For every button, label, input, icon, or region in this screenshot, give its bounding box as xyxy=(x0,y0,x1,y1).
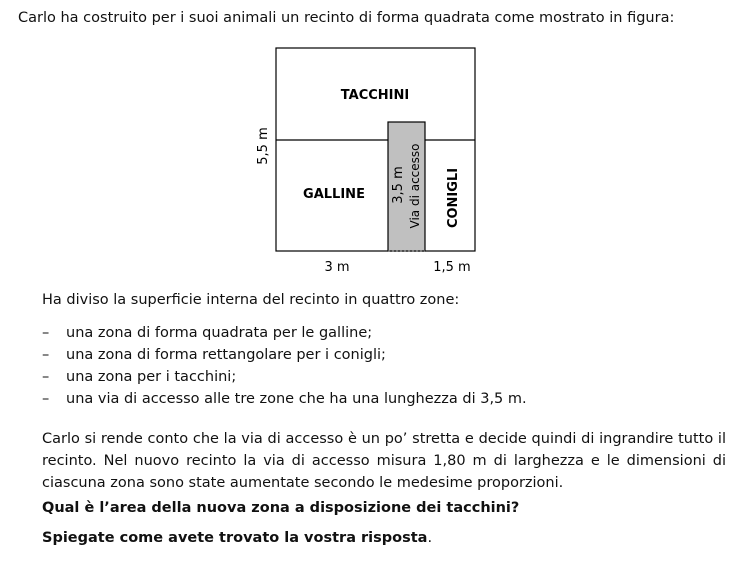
dash-bullet: – xyxy=(42,347,50,363)
paragraph-zones: Ha diviso la superficie interna del recinto in quattro zone: xyxy=(42,292,460,308)
list-item-text: una zona di forma quadrata per le galline; xyxy=(66,325,373,341)
question-explain-text: Spiegate come avete trovato la vostra risposta xyxy=(42,530,428,546)
dash-bullet: – xyxy=(42,325,50,341)
list-item-text: una via di accesso alle tre zone che ha una lunghezza di 3,5 m. xyxy=(66,391,527,407)
intro-text: Carlo ha costruito per i suoi animali un recinto di forma quadrata come mostrato in figura: xyxy=(18,10,675,26)
zone-label-galline: GALLINE xyxy=(303,187,365,202)
list-item xyxy=(42,322,527,344)
side-dimension-label: 5,5 m xyxy=(256,127,271,165)
access-length-label: 3,5 m xyxy=(391,166,406,204)
list-item xyxy=(42,344,527,366)
list-item xyxy=(42,366,527,388)
list-item xyxy=(42,388,527,410)
bottom-left-dimension: 3 m xyxy=(324,260,350,275)
zone-label-conigli: CONIGLI xyxy=(446,167,461,229)
question-explain-period: . xyxy=(427,530,433,546)
access-name-label: Via di accesso xyxy=(408,143,422,229)
zone-label-tacchini: TACCHINI xyxy=(340,88,410,103)
dash-bullet: – xyxy=(42,391,50,407)
paragraph-problem: Carlo si rende conto che la via di accesso è un po’ stretta e decide quindi di ingrandire tutto il recinto. Nel nuovo recinto la via di accesso misura 1,80 m di larghezza e le dimensioni di ciascuna zona sono state aumentate secondo le medesime proporzioni. xyxy=(42,431,726,491)
list-item-text: una zona per i tacchini; xyxy=(66,369,237,385)
list-item-text: una zona di forma rettangolare per i conigli; xyxy=(66,347,386,363)
zone-list xyxy=(42,322,527,410)
dash-bullet: – xyxy=(42,369,50,385)
bottom-right-dimension: 1,5 m xyxy=(433,260,471,275)
question-area: Qual è l’area della nuova zona a disposizione dei tacchini? xyxy=(42,500,520,516)
question-explain xyxy=(42,530,432,546)
